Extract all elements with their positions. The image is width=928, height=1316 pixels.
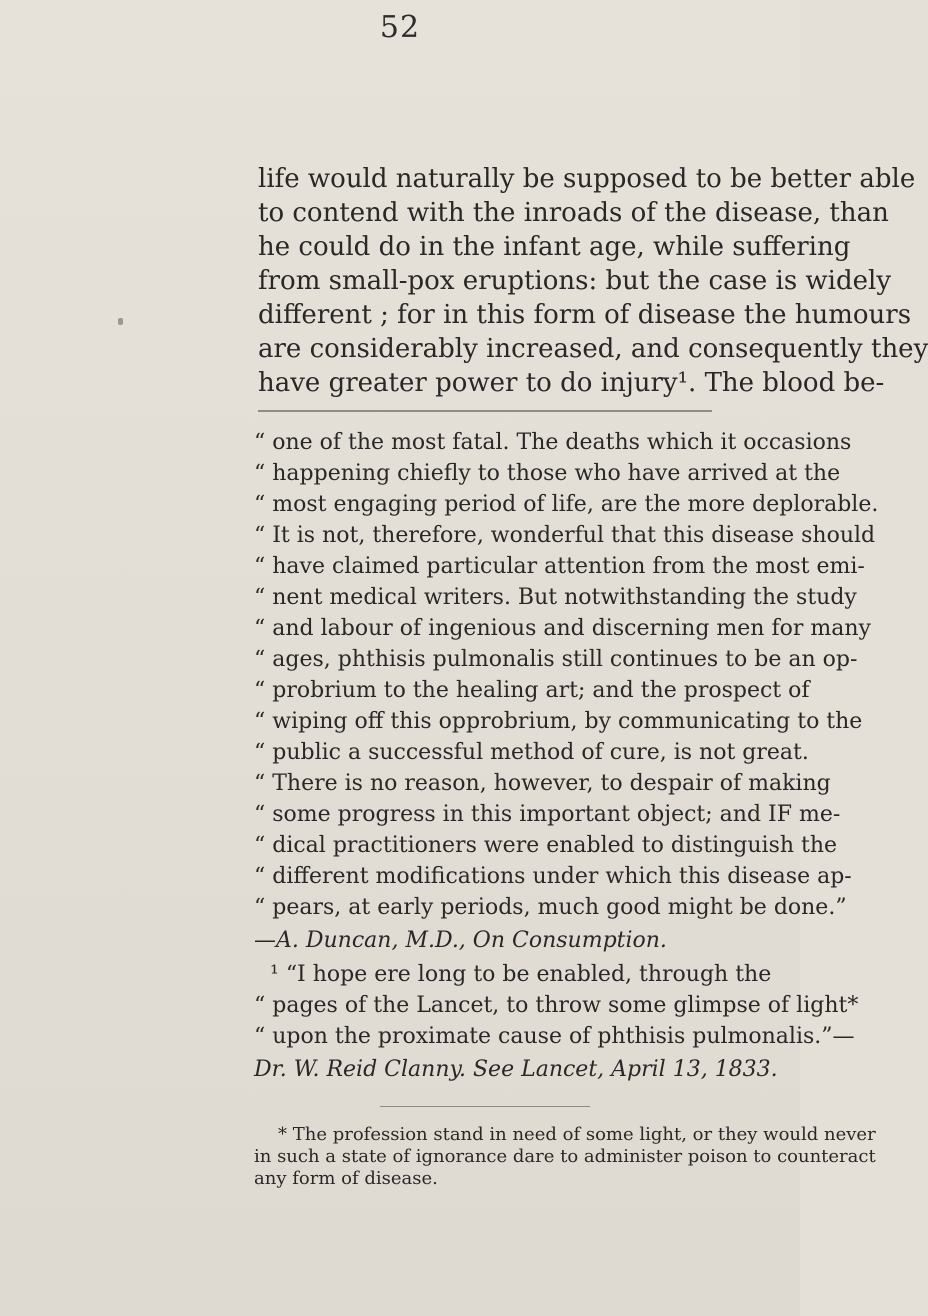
- quote-line: “ some progress in this important object; and IF me-: [254, 802, 841, 827]
- quote-line: “ There is no reason, however, to despair of making: [254, 771, 831, 796]
- page-number: 52: [379, 10, 421, 45]
- body-line: different ; for in this form of disease the humours: [258, 300, 912, 330]
- body-line: have greater power to do injury¹. The blood be-: [258, 368, 885, 398]
- quote-line: “ one of the most fatal. The deaths which it occasions: [254, 430, 852, 455]
- footnote-separator-rule: [380, 1106, 590, 1107]
- body-line: life would naturally be supposed to be better able: [258, 164, 916, 194]
- quote-line: “ different modifications under which this disease ap-: [254, 864, 852, 889]
- ink-spot: [118, 318, 123, 325]
- quote-line: “ upon the proximate cause of phthisis pulmonalis.”—: [254, 1024, 855, 1049]
- note-separator-rule: [258, 410, 712, 412]
- citation-duncan: —A. Duncan, M.D., On Consumption.: [254, 928, 667, 953]
- body-line: are considerably increased, and consequently they: [258, 334, 928, 364]
- quote-line: ¹ “I hope ere long to be enabled, through the: [270, 962, 772, 987]
- quote-line: “ have claimed particular attention from the most emi-: [254, 554, 865, 579]
- body-line: to contend with the inroads of the disease, than: [258, 198, 889, 228]
- quote-line: “ It is not, therefore, wonderful that this disease should: [254, 523, 876, 548]
- quote-line: “ most engaging period of life, are the more deplorable.: [254, 492, 879, 517]
- quote-line: “ probrium to the healing art; and the prospect of: [254, 678, 810, 703]
- quote-line: “ public a successful method of cure, is not great.: [254, 740, 809, 765]
- footnote-line: * The profession stand in need of some light, or they would never: [278, 1124, 876, 1145]
- quote-line: “ nent medical writers. But notwithstanding the study: [254, 585, 857, 610]
- quote-line: “ ages, phthisis pulmonalis still continues to be an op-: [254, 647, 858, 672]
- body-line: from small-pox eruptions: but the case is widely: [258, 266, 892, 296]
- citation-clanny: Dr. W. Reid Clanny. See Lancet, April 13, 1833.: [254, 1057, 778, 1082]
- footnote-line: in such a state of ignorance dare to administer poison to counteract: [254, 1146, 876, 1167]
- quote-line: “ pages of the Lancet, to throw some glimpse of light*: [254, 993, 859, 1018]
- footnote-line: any form of disease.: [254, 1168, 438, 1189]
- quote-line: “ wiping off this opprobrium, by communicating to the: [254, 709, 863, 734]
- quote-line: “ dical practitioners were enabled to distinguish the: [254, 833, 838, 858]
- body-line: he could do in the infant age, while suffering: [258, 232, 851, 262]
- quote-line: “ and labour of ingenious and discerning men for many: [254, 616, 871, 641]
- quote-line: “ pears, at early periods, much good might be done.”: [254, 895, 847, 920]
- quote-line: “ happening chiefly to those who have arrived at the: [254, 461, 841, 486]
